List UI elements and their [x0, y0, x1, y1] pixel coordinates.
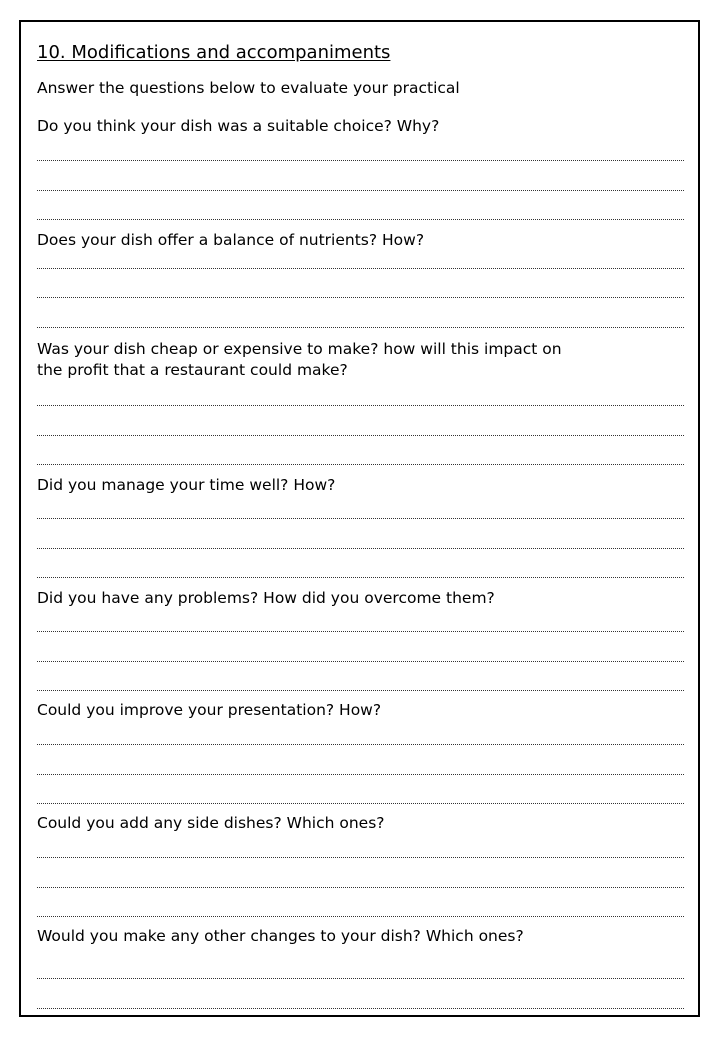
- question-4: [37, 475, 335, 496]
- answer-line-1-1[interactable]: [37, 160, 684, 161]
- answer-line-2-1[interactable]: [37, 268, 684, 269]
- answer-line-7-2[interactable]: [37, 887, 684, 888]
- question-3-line-2: the profit that a restaurant could make?: [37, 361, 348, 379]
- question-5-line-1: Did you have any problems? How did you overcome them?: [37, 589, 495, 607]
- question-3: [37, 339, 562, 381]
- answer-line-7-3[interactable]: [37, 916, 684, 917]
- question-4-line-1: Did you manage your time well? How?: [37, 476, 336, 494]
- worksheet-intro: Answer the questions below to evaluate your practical: [37, 79, 460, 97]
- answer-line-5-3[interactable]: [37, 690, 684, 691]
- answer-line-4-1[interactable]: [37, 518, 684, 519]
- question-6-line-1: Could you improve your presentation? How?: [37, 701, 382, 719]
- answer-line-7-1[interactable]: [37, 857, 684, 858]
- question-2-line-1: Does your dish offer a balance of nutrients? How?: [37, 231, 425, 249]
- question-7: [37, 813, 385, 834]
- question-8-line-1: Would you make any other changes to your dish? Which ones?: [37, 927, 524, 945]
- answer-line-5-1[interactable]: [37, 631, 684, 632]
- answer-line-3-3[interactable]: [37, 464, 684, 465]
- question-3-line-1: Was your dish cheap or expensive to make? how will this impact on: [37, 340, 562, 358]
- answer-line-6-2[interactable]: [37, 774, 684, 775]
- question-8: [37, 926, 524, 947]
- answer-line-3-2[interactable]: [37, 435, 684, 436]
- answer-line-8-1[interactable]: [37, 978, 684, 979]
- answer-line-2-2[interactable]: [37, 297, 684, 298]
- question-6: [37, 700, 381, 721]
- answer-line-4-2[interactable]: [37, 548, 684, 549]
- answer-line-4-3[interactable]: [37, 577, 684, 578]
- question-1: [37, 116, 439, 137]
- answer-line-6-3[interactable]: [37, 803, 684, 804]
- question-1-line-1: Do you think your dish was a suitable choice? Why?: [37, 117, 440, 135]
- question-5: [37, 588, 495, 609]
- answer-line-1-3[interactable]: [37, 219, 684, 220]
- question-7-line-1: Could you add any side dishes? Which ones?: [37, 814, 385, 832]
- answer-line-1-2[interactable]: [37, 190, 684, 191]
- answer-line-8-2[interactable]: [37, 1008, 684, 1009]
- worksheet-title: 10. Modifications and accompaniments: [37, 42, 391, 63]
- answer-line-2-3[interactable]: [37, 327, 684, 328]
- answer-line-6-1[interactable]: [37, 744, 684, 745]
- question-2: [37, 230, 424, 251]
- answer-line-5-2[interactable]: [37, 661, 684, 662]
- answer-line-3-1[interactable]: [37, 405, 684, 406]
